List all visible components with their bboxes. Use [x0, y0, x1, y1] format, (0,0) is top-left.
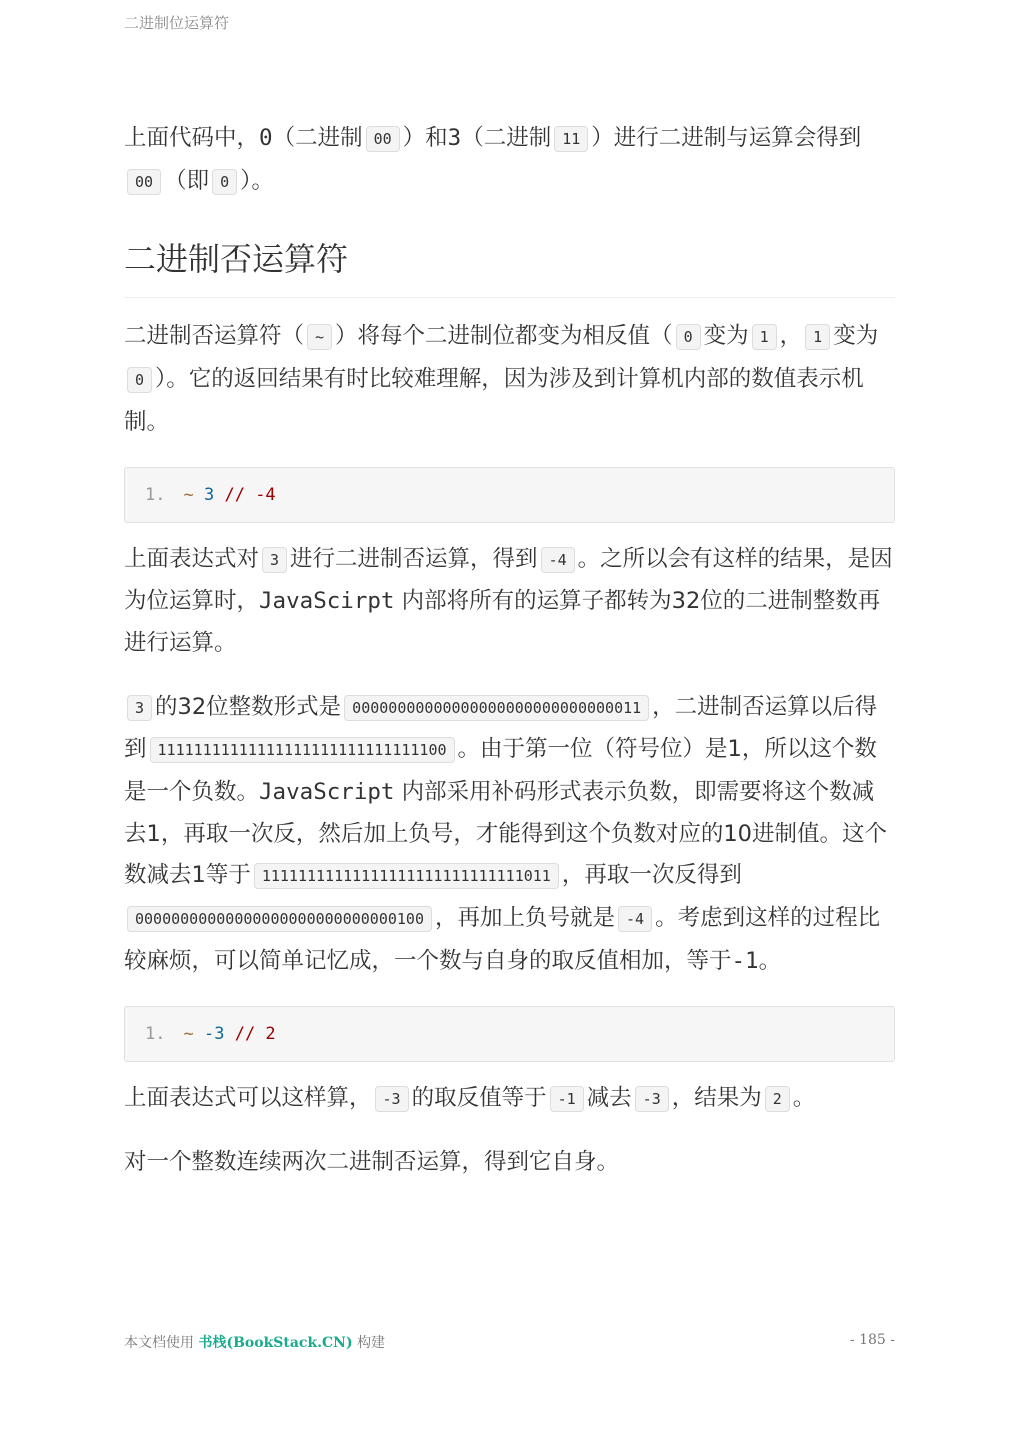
- inline-code: -4: [618, 906, 652, 932]
- inline-code: 00000000000000000000000000000100: [127, 906, 432, 932]
- inline-code: 0: [212, 169, 237, 195]
- inline-code: 2: [765, 1086, 790, 1112]
- paragraph-not-intro: 二进制否运算符（ ~ ）将每个二进制位都变为相反值（ 0 变为 1 ， 1 变为0 ）。它的返回结果有时比较难理解，因为涉及到计算机内部的数值表示机制。: [124, 323, 879, 435]
- inline-code: -4: [541, 547, 575, 573]
- inline-code: -1: [550, 1086, 584, 1112]
- code-block: [124, 467, 895, 523]
- inline-code: 11: [554, 126, 588, 152]
- line-number: 1.: [145, 484, 166, 505]
- paragraph-32bit: 3 的32位整数形式是 00000000000000000000000000000011 ，二进制否运算以后得到 11111111111111111111111111111100 。由于第一位（符号位）是1，所以这个数是一个负数。JavaScript 内部采用补码形式表示负数，即需要将这个数减去1，再取一次反，然后加上负号，才能得到这个负数对应的10进制值。这个数减去1等于 11111111111111111111111111111011 ，再取一次反得到00000000000000000000000000000100 ，再加上负号就是 -4 。考虑到这样的过程比较麻烦，可以简单记忆成，一个数与自身的取反值相加，等于-1。: [124, 693, 887, 974]
- page-footer: 本文档使用 书栈(BookStack.CN) 构建 - 185 -: [124, 1332, 895, 1351]
- code-operator: ~: [183, 484, 194, 505]
- inline-code: 3: [262, 547, 287, 573]
- inline-code: 00: [127, 169, 161, 195]
- inline-code: 00000000000000000000000000000011: [344, 695, 649, 721]
- inline-code: 3: [127, 695, 152, 721]
- paragraph-explanation: 上面表达式对 3 进行二进制否运算，得到 -4 。之所以会有这样的结果，是因为位运算时，JavaScirpt 内部将所有的运算子都转为32位的二进制整数再进行运算。: [124, 545, 893, 656]
- inline-code: 0: [127, 367, 152, 393]
- inline-code: 1: [752, 324, 777, 350]
- inline-code: 11111111111111111111111111111100: [150, 737, 455, 763]
- code-number: -3: [203, 1023, 225, 1044]
- inline-code: 1: [805, 324, 830, 350]
- paragraph-double-not: 对一个整数连续两次二进制否运算，得到它自身。: [124, 1149, 620, 1176]
- code-number: 3: [203, 484, 215, 505]
- running-header: 二进制位运算符: [124, 14, 230, 32]
- line-number: 1.: [145, 1023, 166, 1044]
- page-number: - 185 -: [849, 1332, 895, 1348]
- code-comment: // 2: [234, 1023, 276, 1044]
- code-operator: ~: [183, 1023, 194, 1044]
- paragraph-and-result: 上面代码中，0（二进制 00 ）和3（二进制 11 ）进行二进制与运算会得到00 （即 0 ）。: [124, 125, 862, 194]
- inline-code: 0: [676, 324, 701, 350]
- code-comment: // -4: [224, 484, 276, 505]
- inline-code: -3: [375, 1086, 409, 1112]
- brand-link[interactable]: 书栈(BookStack.CN): [198, 1335, 353, 1351]
- page-content: [124, 118, 895, 1184]
- section-heading: 二进制否运算符: [124, 235, 895, 298]
- inline-code: ~: [307, 324, 332, 350]
- inline-code: -3: [635, 1086, 669, 1112]
- paragraph-calculation: 上面表达式可以这样算， -3 的取反值等于 -1 减去 -3 ，结果为 2 。: [124, 1084, 816, 1111]
- inline-code: 11111111111111111111111111111011: [254, 863, 559, 889]
- code-block: [124, 1006, 895, 1062]
- inline-code: 00: [366, 126, 400, 152]
